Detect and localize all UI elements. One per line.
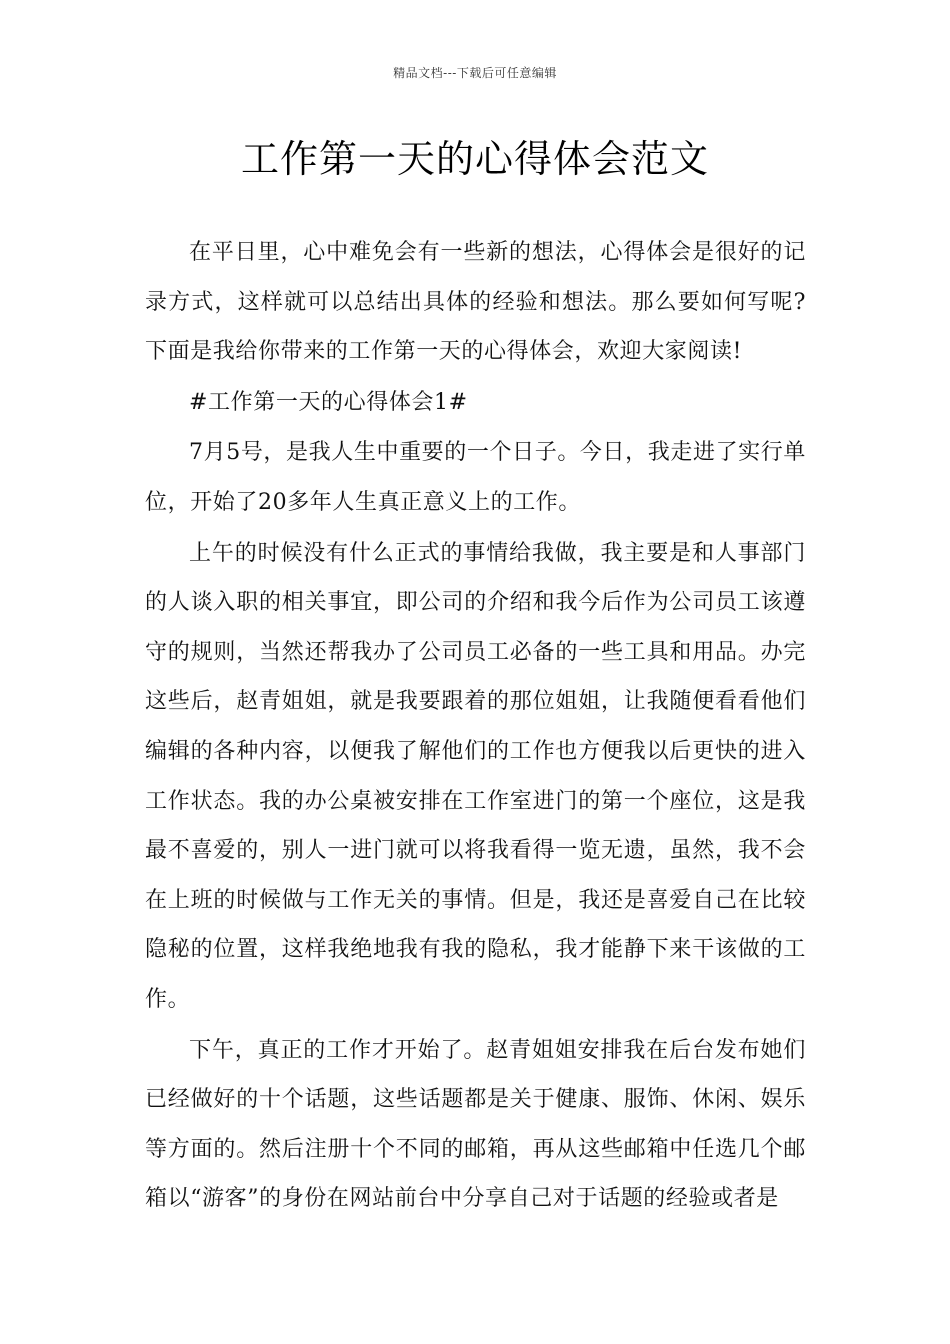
- paragraph: 下午，真正的工作才开始了。赵青姐姐安排我在后台发布她们已经做好的十个话题，这些话题都是关于健康、服饰、休闲、娱乐等方面的。然后注册十个不同的邮箱，再从这些邮箱中任选几个邮箱以“游客”的身份在网站前台中分享自己对于话题的经验或者是: [145, 1037, 806, 1212]
- paragraph: 上午的时候没有什么正式的事情给我做，我主要是和人事部门的人谈入职的相关事宜，即公司的介绍和我今后作为公司员工该遵守的规则，当然还帮我办了公司员工必备的一些工具和用品。办完这些后，赵青姐姐，就是我要跟着的那位姐姐，让我随便看看他们编辑的各种内容，以便我了解他们的工作也方便我以后更快的进入工作状态。我的办公桌被安排在工作室进门的第一个座位，这是我最不喜爱的，别人一进门就可以将我看得一览无遗，虽然，我不会在上班的时候做与工作无关的事情。但是，我还是喜爱自己在比较隐秘的位置，这样我绝地我有我的隐私，我才能静下来干该做的工作。: [145, 540, 806, 1012]
- section-heading: #工作第一天的心得体会1#: [189, 389, 468, 415]
- header-note: 精品文档---下载后可任意编辑: [393, 66, 557, 80]
- paragraph-intro: 在平日里，心中难免会有一些新的想法，心得体会是很好的记录方式，这样就可以总结出具体的经验和想法。那么要如何写呢?下面是我给你带来的工作第一天的心得体会，欢迎大家阅读!: [145, 240, 806, 365]
- document-title: 工作第一天的心得体会范文: [240, 137, 709, 181]
- paragraph: 7月5号，是我人生中重要的一个日子。今日，我走进了实行单位，开始了20多年人生真正意义上的工作。: [145, 440, 806, 515]
- document-body: [145, 228, 806, 1225]
